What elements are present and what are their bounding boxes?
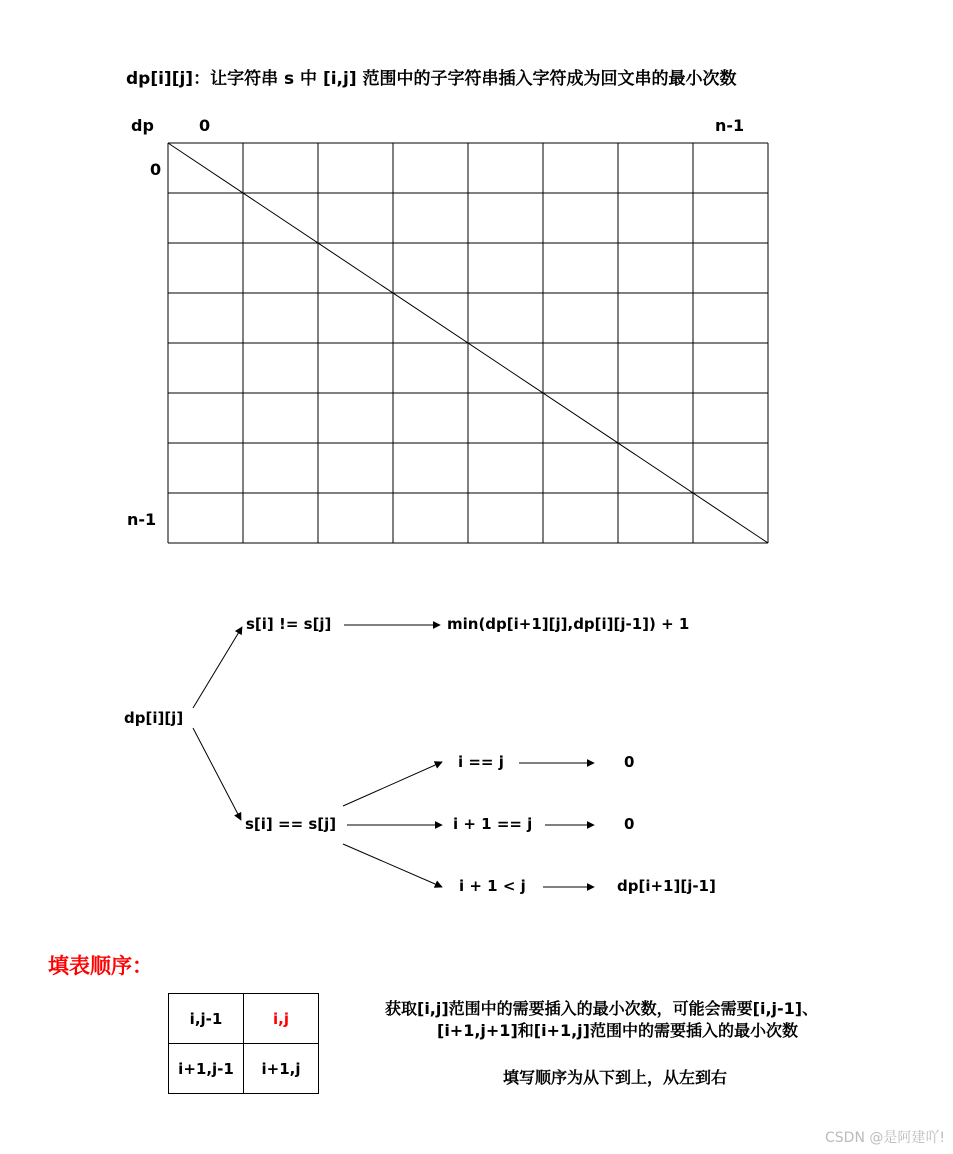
watermark: CSDN @是阿建吖! bbox=[825, 1130, 945, 1146]
arrow-eq-to-case3 bbox=[343, 844, 442, 887]
row-end-label: n-1 bbox=[127, 510, 157, 529]
arrow-eq-to-case1 bbox=[343, 762, 442, 806]
tree-case2-condition: i + 1 == j bbox=[453, 815, 533, 833]
arrow-root-to-neq bbox=[193, 627, 242, 708]
tree-root: dp[i][j] bbox=[124, 709, 184, 727]
tree-case3-condition: i + 1 < j bbox=[459, 877, 526, 895]
dependency-note-line1: 获取[i,j]范围中的需要插入的最小次数，可能会需要[i,j-1]、 bbox=[385, 999, 819, 1018]
page-title: dp[i][j]：让字符串 s 中 [i,j] 范围中的子字符串插入字符成为回文串的最小次数 bbox=[126, 69, 737, 89]
fill-order-table bbox=[168, 993, 319, 1094]
cell-top-left: i,j-1 bbox=[169, 994, 244, 1044]
tree-eq-condition: s[i] == s[j] bbox=[245, 815, 337, 833]
tree-neq-result: min(dp[i+1][j],dp[i][j-1]) + 1 bbox=[447, 615, 690, 633]
col-start-label: 0 bbox=[199, 116, 211, 135]
row-start-label: 0 bbox=[150, 160, 162, 179]
table-row bbox=[169, 1044, 319, 1094]
cell-bottom-left: i+1,j-1 bbox=[169, 1044, 244, 1094]
cell-top-right: i,j bbox=[244, 994, 319, 1044]
arrow-root-to-eq bbox=[193, 728, 241, 820]
grid-corner-label: dp bbox=[131, 116, 154, 135]
table-row bbox=[169, 994, 319, 1044]
tree-case1-condition: i == j bbox=[458, 753, 504, 771]
tree-case1-result: 0 bbox=[624, 753, 635, 771]
col-end-label: n-1 bbox=[715, 116, 745, 135]
dependency-note-line2: [i+1,j+1]和[i+1,j]范围中的需要插入的最小次数 bbox=[437, 1021, 798, 1040]
tree-case3-result: dp[i+1][j-1] bbox=[617, 877, 716, 895]
cell-bottom-right: i+1,j bbox=[244, 1044, 319, 1094]
fill-direction-note: 填写顺序为从下到上，从左到右 bbox=[503, 1068, 728, 1087]
fill-order-heading: 填表顺序： bbox=[48, 954, 153, 978]
tree-case2-result: 0 bbox=[624, 815, 635, 833]
tree-neq-condition: s[i] != s[j] bbox=[246, 615, 332, 633]
